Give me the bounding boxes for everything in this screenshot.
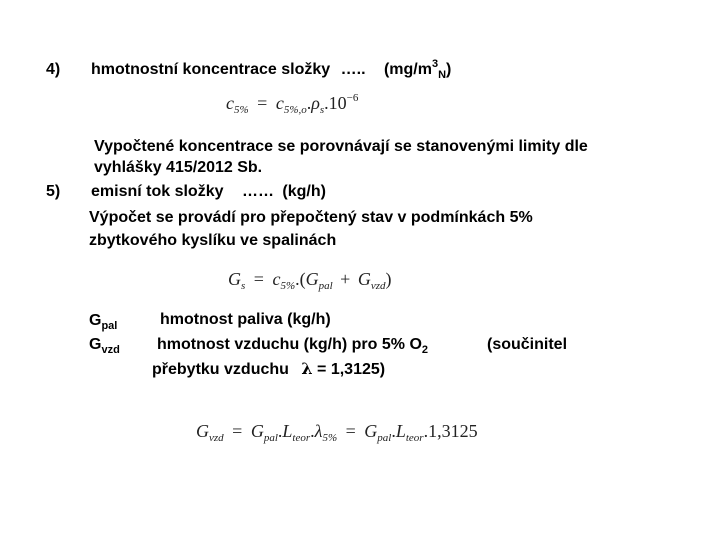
definition-gvzd-symbol: $G_{vzd}$ — [89, 336, 120, 356]
item-4-label: hmotnostní koncentrace složky — [91, 61, 331, 78]
item-5-description-line-1: Výpočet se provádí pro přepočtený stav v podmínkách 5% — [89, 209, 533, 226]
formula-air-mass: $G_{vzd} = G_{pal}.L_{teor}.\lambda_{5\%} = G_{pal}.L_{teor}.1,3125$ — [196, 421, 478, 444]
item-4-heading — [91, 59, 451, 81]
item-4-number: 4) — [46, 61, 61, 78]
definition-gpal-symbol: $G_{pal}$ — [89, 312, 118, 332]
definition-gvzd-extra: (součinitel — [487, 336, 568, 353]
item-5-unit: (kg/h) — [282, 183, 326, 200]
item-5-label: emisní tok složky — [91, 183, 224, 200]
item-5-heading — [91, 181, 326, 203]
lambda-symbol: λ — [301, 359, 313, 378]
note-line-2: vyhlášky 415/2012 Sb. — [94, 159, 263, 176]
item-4-unit: $(mg/m^3_N)$ — [383, 58, 452, 81]
definition-gvzd-text: hmotnost vzduchu (kg/h) pro 5% $O_2$ — [157, 336, 429, 356]
formula-emission-flow: $G_s = c_{5\%}.(G_{pal} + G_{vzd})$ — [228, 269, 392, 292]
item-5-dots: …… — [241, 183, 274, 200]
item-5-description-line-2: zbytkového kyslíku ve spalinách — [89, 232, 337, 249]
formula-concentration: $c_{5\%} = c_{5\%,o}.\rho_s.10^{-6}$ — [226, 92, 359, 116]
note-line-1: Vypočtené koncentrace se porovnávají se stanovenými limity dle — [94, 138, 588, 155]
definition-gpal-text: hmotnost paliva (kg/h) — [160, 311, 331, 328]
definition-excess-air: přebytku vzduchu λ = 1,3125) — [152, 359, 386, 378]
item-5-number: 5) — [46, 183, 61, 200]
item-4-dots: ….. — [340, 61, 366, 78]
